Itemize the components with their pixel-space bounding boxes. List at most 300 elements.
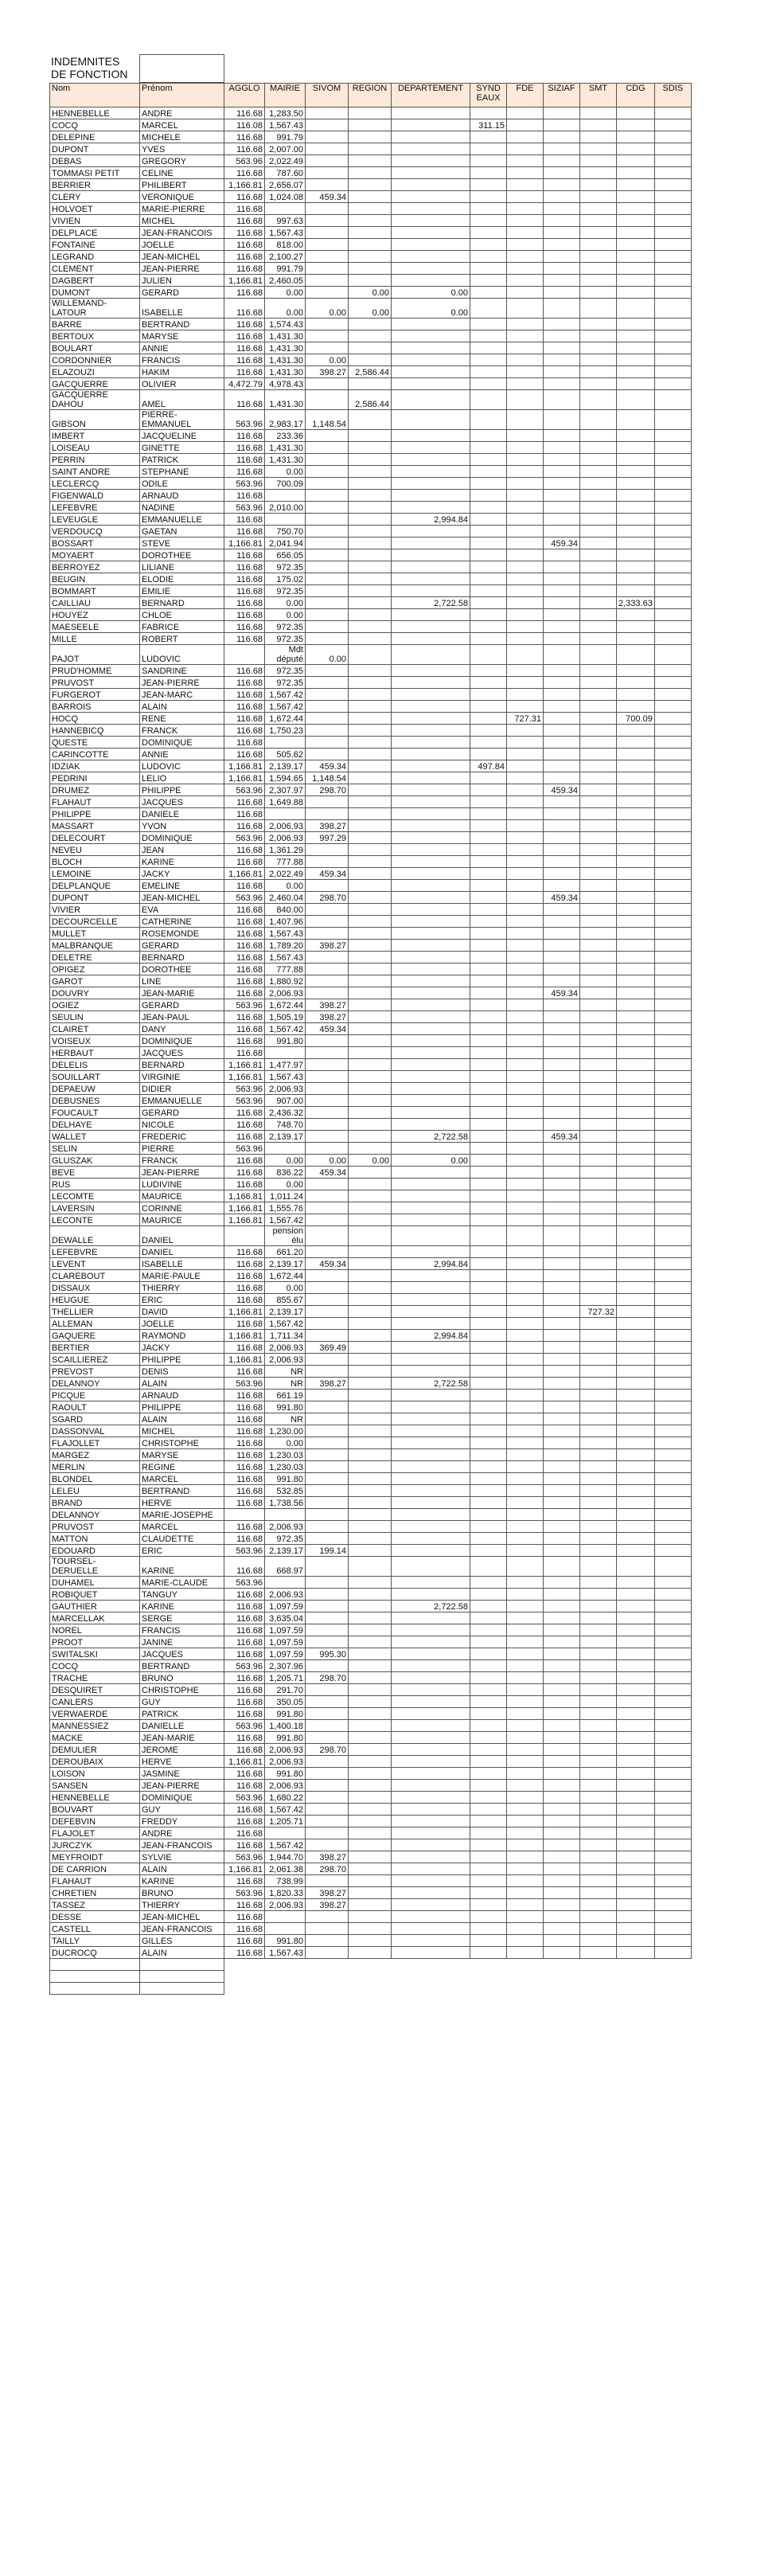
amount-cell — [617, 1131, 655, 1143]
amount-cell — [265, 1047, 306, 1059]
amount-cell: 116.68 — [224, 689, 265, 701]
table-row — [50, 987, 692, 999]
amount-cell: 1,431.30 — [265, 390, 306, 410]
amount-cell — [392, 526, 470, 537]
amount-cell: 116.68 — [224, 1497, 265, 1509]
amount-cell — [544, 251, 580, 263]
last-name-cell: DUCROCQ — [50, 1947, 140, 1959]
table-row — [50, 1246, 692, 1258]
amount-cell — [392, 227, 470, 239]
table-row — [50, 502, 692, 514]
amount-cell — [654, 633, 691, 645]
amount-cell: 116.68 — [224, 215, 265, 227]
amount-cell: 750.70 — [265, 526, 306, 537]
first-name-cell: DOMINIQUE — [140, 1035, 224, 1047]
first-name-cell: GINETTE — [140, 442, 224, 454]
amount-cell: 0.00 — [392, 287, 470, 299]
amount-cell — [392, 1143, 470, 1155]
table-row — [50, 1839, 692, 1851]
amount-cell — [507, 390, 544, 410]
amount-cell — [306, 239, 349, 251]
first-name-cell: HERVE — [140, 1756, 224, 1768]
amount-cell — [617, 737, 655, 749]
amount-cell: 2,139.17 — [265, 1131, 306, 1143]
amount-cell — [617, 1923, 655, 1935]
amount-cell — [617, 1354, 655, 1366]
amount-cell — [544, 1636, 580, 1648]
amount-cell — [349, 1011, 392, 1023]
amount-cell — [544, 645, 580, 665]
amount-cell — [654, 1425, 691, 1437]
amount-cell — [617, 191, 655, 203]
amount-cell — [580, 1071, 617, 1083]
amount-cell — [470, 1143, 507, 1155]
amount-cell — [507, 1804, 544, 1816]
amount-cell — [544, 466, 580, 478]
amount-cell: 1,477.97 — [265, 1059, 306, 1071]
amount-cell — [349, 677, 392, 689]
amount-cell — [580, 1095, 617, 1107]
amount-cell — [617, 1533, 655, 1545]
amount-cell — [392, 1545, 470, 1557]
amount-cell — [392, 466, 470, 478]
amount-cell — [470, 585, 507, 597]
table-row — [50, 856, 692, 868]
amount-cell: Mdt député — [265, 645, 306, 665]
last-name-cell: HEUGUE — [50, 1294, 140, 1306]
amount-cell — [580, 1461, 617, 1473]
amount-cell: 116.68 — [224, 856, 265, 868]
table-row — [50, 713, 692, 725]
last-name-cell: VOISEUX — [50, 1035, 140, 1047]
amount-cell — [654, 1827, 691, 1839]
amount-cell — [617, 1780, 655, 1792]
amount-cell — [580, 713, 617, 725]
amount-cell — [544, 725, 580, 737]
amount-cell — [544, 1282, 580, 1294]
amount-cell — [306, 537, 349, 549]
amount-cell — [580, 784, 617, 796]
amount-cell: 840.00 — [265, 904, 306, 916]
amount-cell: 116.68 — [224, 1899, 265, 1911]
last-name-cell: DASSONVAL — [50, 1425, 140, 1437]
last-name-cell: CLAREBOUT — [50, 1270, 140, 1282]
amount-cell — [507, 856, 544, 868]
amount-cell — [507, 430, 544, 442]
amount-cell: 1,567.43 — [265, 1071, 306, 1083]
amount-cell — [544, 1768, 580, 1780]
amount-cell — [470, 1071, 507, 1083]
last-name-cell: BERTOUX — [50, 330, 140, 342]
amount-cell — [392, 1190, 470, 1202]
amount-cell — [507, 1023, 544, 1035]
amount-cell — [306, 1461, 349, 1473]
amount-cell — [507, 832, 544, 844]
amount-cell: 398.27 — [306, 1899, 349, 1911]
amount-cell — [306, 143, 349, 155]
amount-cell: 563.96 — [224, 999, 265, 1011]
table-row — [50, 784, 692, 796]
amount-cell — [306, 713, 349, 725]
amount-cell — [507, 549, 544, 561]
amount-cell — [507, 1684, 544, 1696]
amount-cell — [470, 1509, 507, 1521]
table-row — [50, 1533, 692, 1545]
amount-cell — [306, 1911, 349, 1923]
amount-cell: 116.68 — [224, 597, 265, 609]
amount-cell: 459.34 — [544, 892, 580, 904]
last-name-cell: TOMMASI PETIT — [50, 167, 140, 179]
amount-cell — [507, 1155, 544, 1167]
first-name-cell: ALAIN — [140, 701, 224, 713]
amount-cell — [507, 621, 544, 633]
amount-cell — [580, 1672, 617, 1684]
amount-cell — [306, 1035, 349, 1047]
amount-cell — [507, 251, 544, 263]
first-name-cell: GILLES — [140, 1935, 224, 1947]
amount-cell — [507, 167, 544, 179]
title-block — [49, 54, 224, 83]
amount-cell — [617, 107, 655, 119]
amount-cell — [654, 342, 691, 354]
amount-cell — [544, 1533, 580, 1545]
amount-cell — [544, 1612, 580, 1624]
last-name-cell: BERROYEZ — [50, 561, 140, 573]
amount-cell — [306, 665, 349, 677]
amount-cell: 116.08 — [224, 119, 265, 131]
amount-cell — [617, 1413, 655, 1425]
amount-cell — [544, 319, 580, 330]
amount-cell — [392, 868, 470, 880]
first-name-cell: GERARD — [140, 999, 224, 1011]
amount-cell — [392, 987, 470, 999]
amount-cell — [392, 1011, 470, 1023]
empty-row — [50, 1983, 692, 1995]
amount-cell — [544, 1601, 580, 1612]
amount-cell — [507, 677, 544, 689]
last-name-cell: DELANNOY — [50, 1509, 140, 1521]
amount-cell — [306, 1557, 349, 1577]
amount-cell — [654, 1660, 691, 1672]
first-name-cell: JACKY — [140, 868, 224, 880]
table-row — [50, 179, 692, 191]
amount-cell — [392, 1095, 470, 1107]
first-name-cell: ODILE — [140, 478, 224, 490]
first-name-cell: LELIO — [140, 772, 224, 784]
amount-cell: 459.34 — [306, 868, 349, 880]
table-row — [50, 999, 692, 1011]
amount-cell — [654, 987, 691, 999]
amount-cell — [654, 1863, 691, 1875]
amount-cell — [654, 1672, 691, 1684]
amount-cell — [470, 1167, 507, 1179]
amount-cell — [507, 1533, 544, 1545]
amount-cell — [580, 502, 617, 514]
amount-cell — [617, 1708, 655, 1720]
amount-cell — [654, 390, 691, 410]
amount-cell: 116.68 — [224, 1636, 265, 1648]
amount-cell: 777.88 — [265, 856, 306, 868]
amount-cell — [507, 1306, 544, 1318]
amount-cell: 2,139.17 — [265, 760, 306, 772]
amount-cell — [654, 1282, 691, 1294]
amount-cell — [349, 1131, 392, 1143]
amount-cell — [580, 1011, 617, 1023]
amount-cell — [580, 1744, 617, 1756]
amount-cell — [654, 1437, 691, 1449]
amount-cell — [470, 1601, 507, 1612]
column-header: MAIRIE — [265, 84, 306, 107]
last-name-cell: QUESTE — [50, 737, 140, 749]
amount-cell — [306, 1473, 349, 1485]
amount-cell — [306, 1131, 349, 1143]
amount-cell — [580, 1023, 617, 1035]
table-row — [50, 737, 692, 749]
amount-cell — [617, 287, 655, 299]
amount-cell — [544, 1035, 580, 1047]
amount-cell — [470, 263, 507, 275]
amount-cell — [392, 155, 470, 167]
amount-cell — [470, 999, 507, 1011]
amount-cell — [392, 796, 470, 808]
last-name-cell: MERLIN — [50, 1461, 140, 1473]
amount-cell: 459.34 — [306, 760, 349, 772]
amount-cell: 116.68 — [224, 796, 265, 808]
first-name-cell: RENE — [140, 713, 224, 725]
amount-cell — [544, 330, 580, 342]
amount-cell: 0.00 — [265, 1179, 306, 1190]
amount-cell — [470, 1485, 507, 1497]
amount-cell — [306, 107, 349, 119]
amount-cell — [507, 1318, 544, 1330]
amount-cell — [306, 1214, 349, 1226]
amount-cell — [580, 1887, 617, 1899]
last-name-cell: CLEMENT — [50, 263, 140, 275]
amount-cell — [544, 940, 580, 952]
amount-cell — [392, 1509, 470, 1521]
amount-cell: 1,750.23 — [265, 725, 306, 737]
amount-cell — [392, 749, 470, 760]
amount-cell — [654, 1521, 691, 1533]
amount-cell — [617, 537, 655, 549]
first-name-cell: MICHEL — [140, 1425, 224, 1437]
amount-cell: 563.96 — [224, 1720, 265, 1732]
amount-cell: 563.96 — [224, 478, 265, 490]
amount-cell: 563.96 — [224, 832, 265, 844]
first-name-cell: DAVID — [140, 1306, 224, 1318]
amount-cell — [617, 490, 655, 502]
amount-cell — [580, 526, 617, 537]
amount-cell: 116.68 — [224, 820, 265, 832]
amount-cell — [470, 784, 507, 796]
first-name-cell: GUY — [140, 1804, 224, 1816]
amount-cell — [470, 1521, 507, 1533]
first-name-cell: DOROTHEE — [140, 549, 224, 561]
amount-cell — [392, 1947, 470, 1959]
table-row — [50, 1660, 692, 1672]
amount-cell — [470, 1059, 507, 1071]
amount-cell: 1,880.92 — [265, 975, 306, 987]
amount-cell — [392, 1863, 470, 1875]
table-row — [50, 760, 692, 772]
first-name-cell: LUDOVIC — [140, 645, 224, 665]
amount-cell — [349, 609, 392, 621]
first-name-cell: MARCEL — [140, 1521, 224, 1533]
amount-cell — [617, 561, 655, 573]
amount-cell: 972.35 — [265, 1533, 306, 1545]
amount-cell — [617, 1816, 655, 1827]
amount-cell — [392, 1827, 470, 1839]
amount-cell — [617, 760, 655, 772]
amount-cell — [392, 442, 470, 454]
first-name-cell: ANNIE — [140, 342, 224, 354]
amount-cell — [392, 689, 470, 701]
amount-cell — [470, 203, 507, 215]
amount-cell — [580, 645, 617, 665]
amount-cell: 0.00 — [392, 299, 470, 319]
amount-cell: 563.96 — [224, 1378, 265, 1390]
amount-cell — [507, 239, 544, 251]
amount-cell — [392, 1923, 470, 1935]
amount-cell — [617, 1270, 655, 1282]
amount-cell — [507, 844, 544, 856]
table-row — [50, 143, 692, 155]
amount-cell — [544, 1792, 580, 1804]
amount-cell — [654, 354, 691, 366]
amount-cell — [507, 466, 544, 478]
amount-cell — [470, 1258, 507, 1270]
amount-cell: 1,024.08 — [265, 191, 306, 203]
amount-cell — [470, 251, 507, 263]
amount-cell: 116.68 — [224, 390, 265, 410]
table-row — [50, 1270, 692, 1282]
amount-cell: 116.68 — [224, 1935, 265, 1947]
amount-cell — [654, 1047, 691, 1059]
amount-cell: 668.97 — [265, 1557, 306, 1577]
amount-cell — [654, 1816, 691, 1827]
amount-cell — [580, 1131, 617, 1143]
amount-cell: 2,006.93 — [265, 820, 306, 832]
amount-cell — [617, 1557, 655, 1577]
amount-cell — [654, 1624, 691, 1636]
amount-cell — [392, 251, 470, 263]
amount-cell — [392, 191, 470, 203]
first-name-cell: JEROME — [140, 1744, 224, 1756]
last-name-cell: DAGBERT — [50, 275, 140, 287]
amount-cell — [654, 537, 691, 549]
amount-cell: 1,555.76 — [265, 1202, 306, 1214]
first-name-cell: JEAN-PIERRE — [140, 677, 224, 689]
amount-cell — [507, 1449, 544, 1461]
amount-cell — [392, 263, 470, 275]
amount-cell: 116.68 — [224, 928, 265, 940]
table-row — [50, 1143, 692, 1155]
amount-cell: 116.68 — [224, 1744, 265, 1756]
amount-cell — [654, 442, 691, 454]
amount-cell — [306, 725, 349, 737]
amount-cell — [392, 1899, 470, 1911]
amount-cell — [470, 1190, 507, 1202]
amount-cell — [349, 1023, 392, 1035]
amount-cell — [544, 1190, 580, 1202]
amount-cell — [617, 1306, 655, 1318]
amount-cell — [617, 1282, 655, 1294]
amount-cell — [617, 772, 655, 784]
amount-cell — [349, 1816, 392, 1827]
first-name-cell: CATHERINE — [140, 916, 224, 928]
amount-cell: 1,407.96 — [265, 916, 306, 928]
amount-cell — [544, 1047, 580, 1059]
amount-cell — [392, 713, 470, 725]
table-row — [50, 1509, 692, 1521]
amount-cell: NR — [265, 1413, 306, 1425]
amount-cell: 777.88 — [265, 964, 306, 975]
amount-cell — [306, 1624, 349, 1636]
first-name-cell: DANY — [140, 1023, 224, 1035]
amount-cell: 2,307.96 — [265, 1660, 306, 1672]
amount-cell: 995.30 — [306, 1648, 349, 1660]
amount-cell — [470, 502, 507, 514]
amount-cell — [507, 354, 544, 366]
amount-cell — [349, 880, 392, 892]
amount-cell — [392, 537, 470, 549]
amount-cell: 1,166.81 — [224, 179, 265, 191]
amount-cell: 116.68 — [224, 1449, 265, 1461]
amount-cell: 1,166.81 — [224, 772, 265, 784]
amount-cell — [392, 1226, 470, 1246]
amount-cell: 2,022.49 — [265, 868, 306, 880]
first-name-cell: BERTRAND — [140, 1485, 224, 1497]
amount-cell — [617, 1473, 655, 1485]
amount-cell — [470, 689, 507, 701]
amount-cell — [544, 1804, 580, 1816]
amount-cell: 398.27 — [306, 1851, 349, 1863]
amount-cell — [349, 342, 392, 354]
table-row — [50, 1119, 692, 1131]
table-row — [50, 1684, 692, 1696]
amount-cell: 459.34 — [306, 1167, 349, 1179]
amount-cell — [349, 1449, 392, 1461]
amount-cell — [617, 784, 655, 796]
amount-cell — [349, 1354, 392, 1366]
amount-cell — [392, 677, 470, 689]
amount-cell — [617, 1155, 655, 1167]
amount-cell — [507, 1887, 544, 1899]
last-name-cell: DISSAUX — [50, 1282, 140, 1294]
amount-cell: 459.34 — [306, 191, 349, 203]
amount-cell: 116.68 — [224, 1167, 265, 1179]
first-name-cell: ANDRE — [140, 107, 224, 119]
amount-cell — [580, 1624, 617, 1636]
amount-cell — [470, 633, 507, 645]
amount-cell — [580, 772, 617, 784]
amount-cell: 116.68 — [224, 1624, 265, 1636]
table-row — [50, 1167, 692, 1179]
first-name-cell: BERTRAND — [140, 319, 224, 330]
amount-cell — [544, 1557, 580, 1577]
last-name-cell: HENNEBELLE — [50, 107, 140, 119]
amount-cell: 116.68 — [224, 713, 265, 725]
amount-cell — [470, 1318, 507, 1330]
amount-cell — [392, 1851, 470, 1863]
amount-cell — [392, 1401, 470, 1413]
amount-cell: 1,567.42 — [265, 1023, 306, 1035]
first-name-cell: AMEL — [140, 390, 224, 410]
last-name-cell: RAOULT — [50, 1401, 140, 1413]
first-name-cell: CORINNE — [140, 1202, 224, 1214]
amount-cell — [507, 725, 544, 737]
amount-cell: 116.68 — [224, 131, 265, 143]
